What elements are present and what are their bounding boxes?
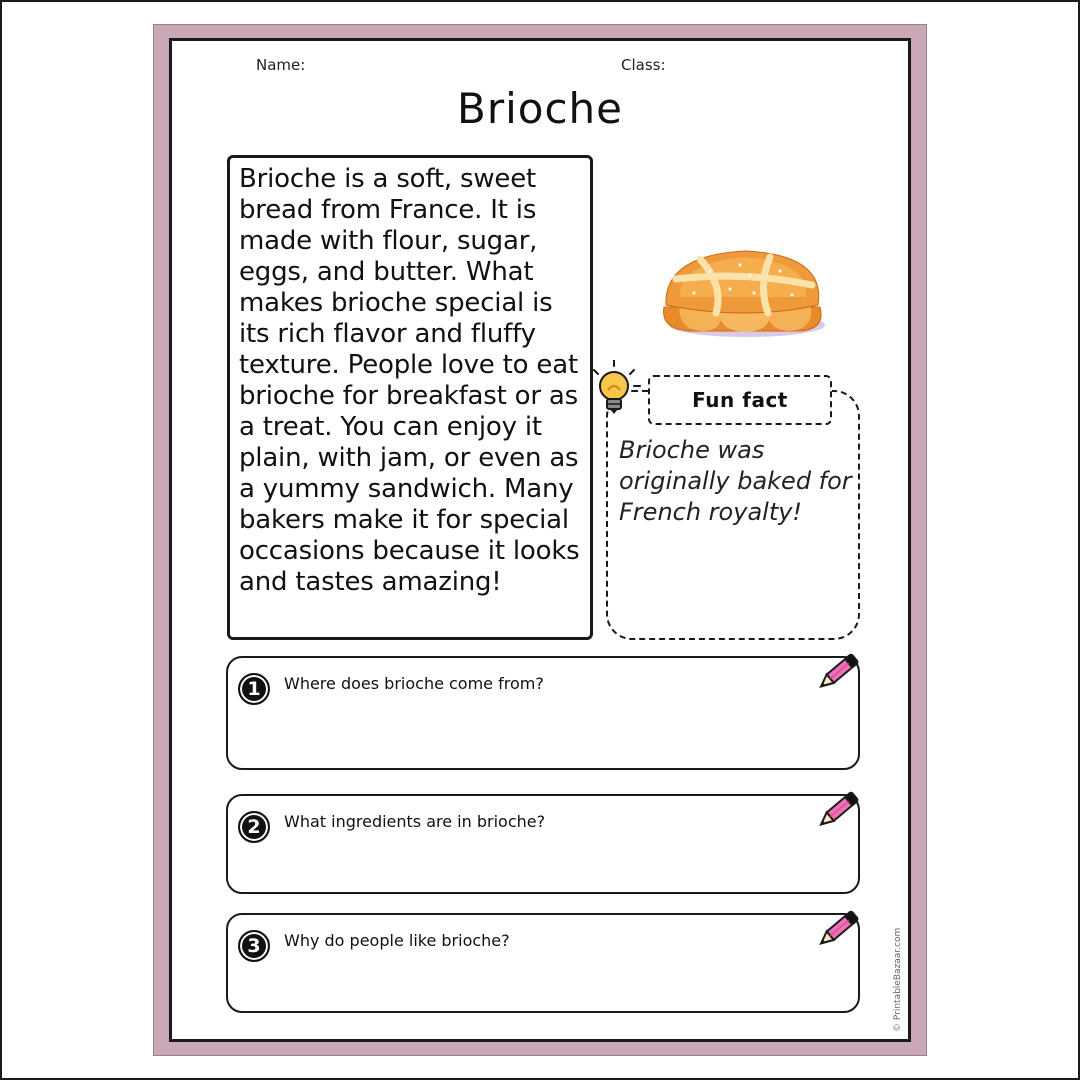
pencil-icon [814, 905, 864, 953]
pencil-icon [814, 648, 864, 696]
class-label: Class: [621, 56, 666, 74]
question-number-badge: 2 [238, 811, 270, 843]
watermark: © PrintableBazaar.com [893, 927, 903, 1032]
question-3-answer-box[interactable] [226, 913, 860, 1013]
question-3-text: Why do people like brioche? [284, 931, 510, 950]
question-number-badge: 1 [238, 673, 270, 705]
question-1-answer-box[interactable] [226, 656, 860, 770]
question-number-badge: 3 [238, 930, 270, 962]
page-title: Brioche [457, 84, 623, 133]
fun-fact-label: Fun fact [648, 375, 832, 425]
reading-passage-box [227, 155, 593, 640]
brioche-illustration [650, 245, 835, 345]
reading-passage-text: Brioche is a soft, sweet bread from France. It is made with flour, sugar, eggs, and butter. What makes brioche special is its rich flavor and fluffy texture. People love to eat brioche for breakfast or as a treat. You can enjoy it plain, with jam, or even as a yummy sandwich. Many bakers make it for special occasions because it looks and tastes amazing! [239, 164, 580, 597]
pencil-icon [814, 786, 864, 834]
question-2-text: What ingredients are in brioche? [284, 812, 546, 831]
lightbulb-icon [592, 360, 642, 422]
name-label: Name: [256, 56, 306, 74]
fun-fact-text: Brioche was originally baked for French royalty! [619, 436, 852, 526]
question-2-answer-box[interactable] [226, 794, 860, 894]
question-1-text: Where does brioche come from? [284, 674, 544, 693]
